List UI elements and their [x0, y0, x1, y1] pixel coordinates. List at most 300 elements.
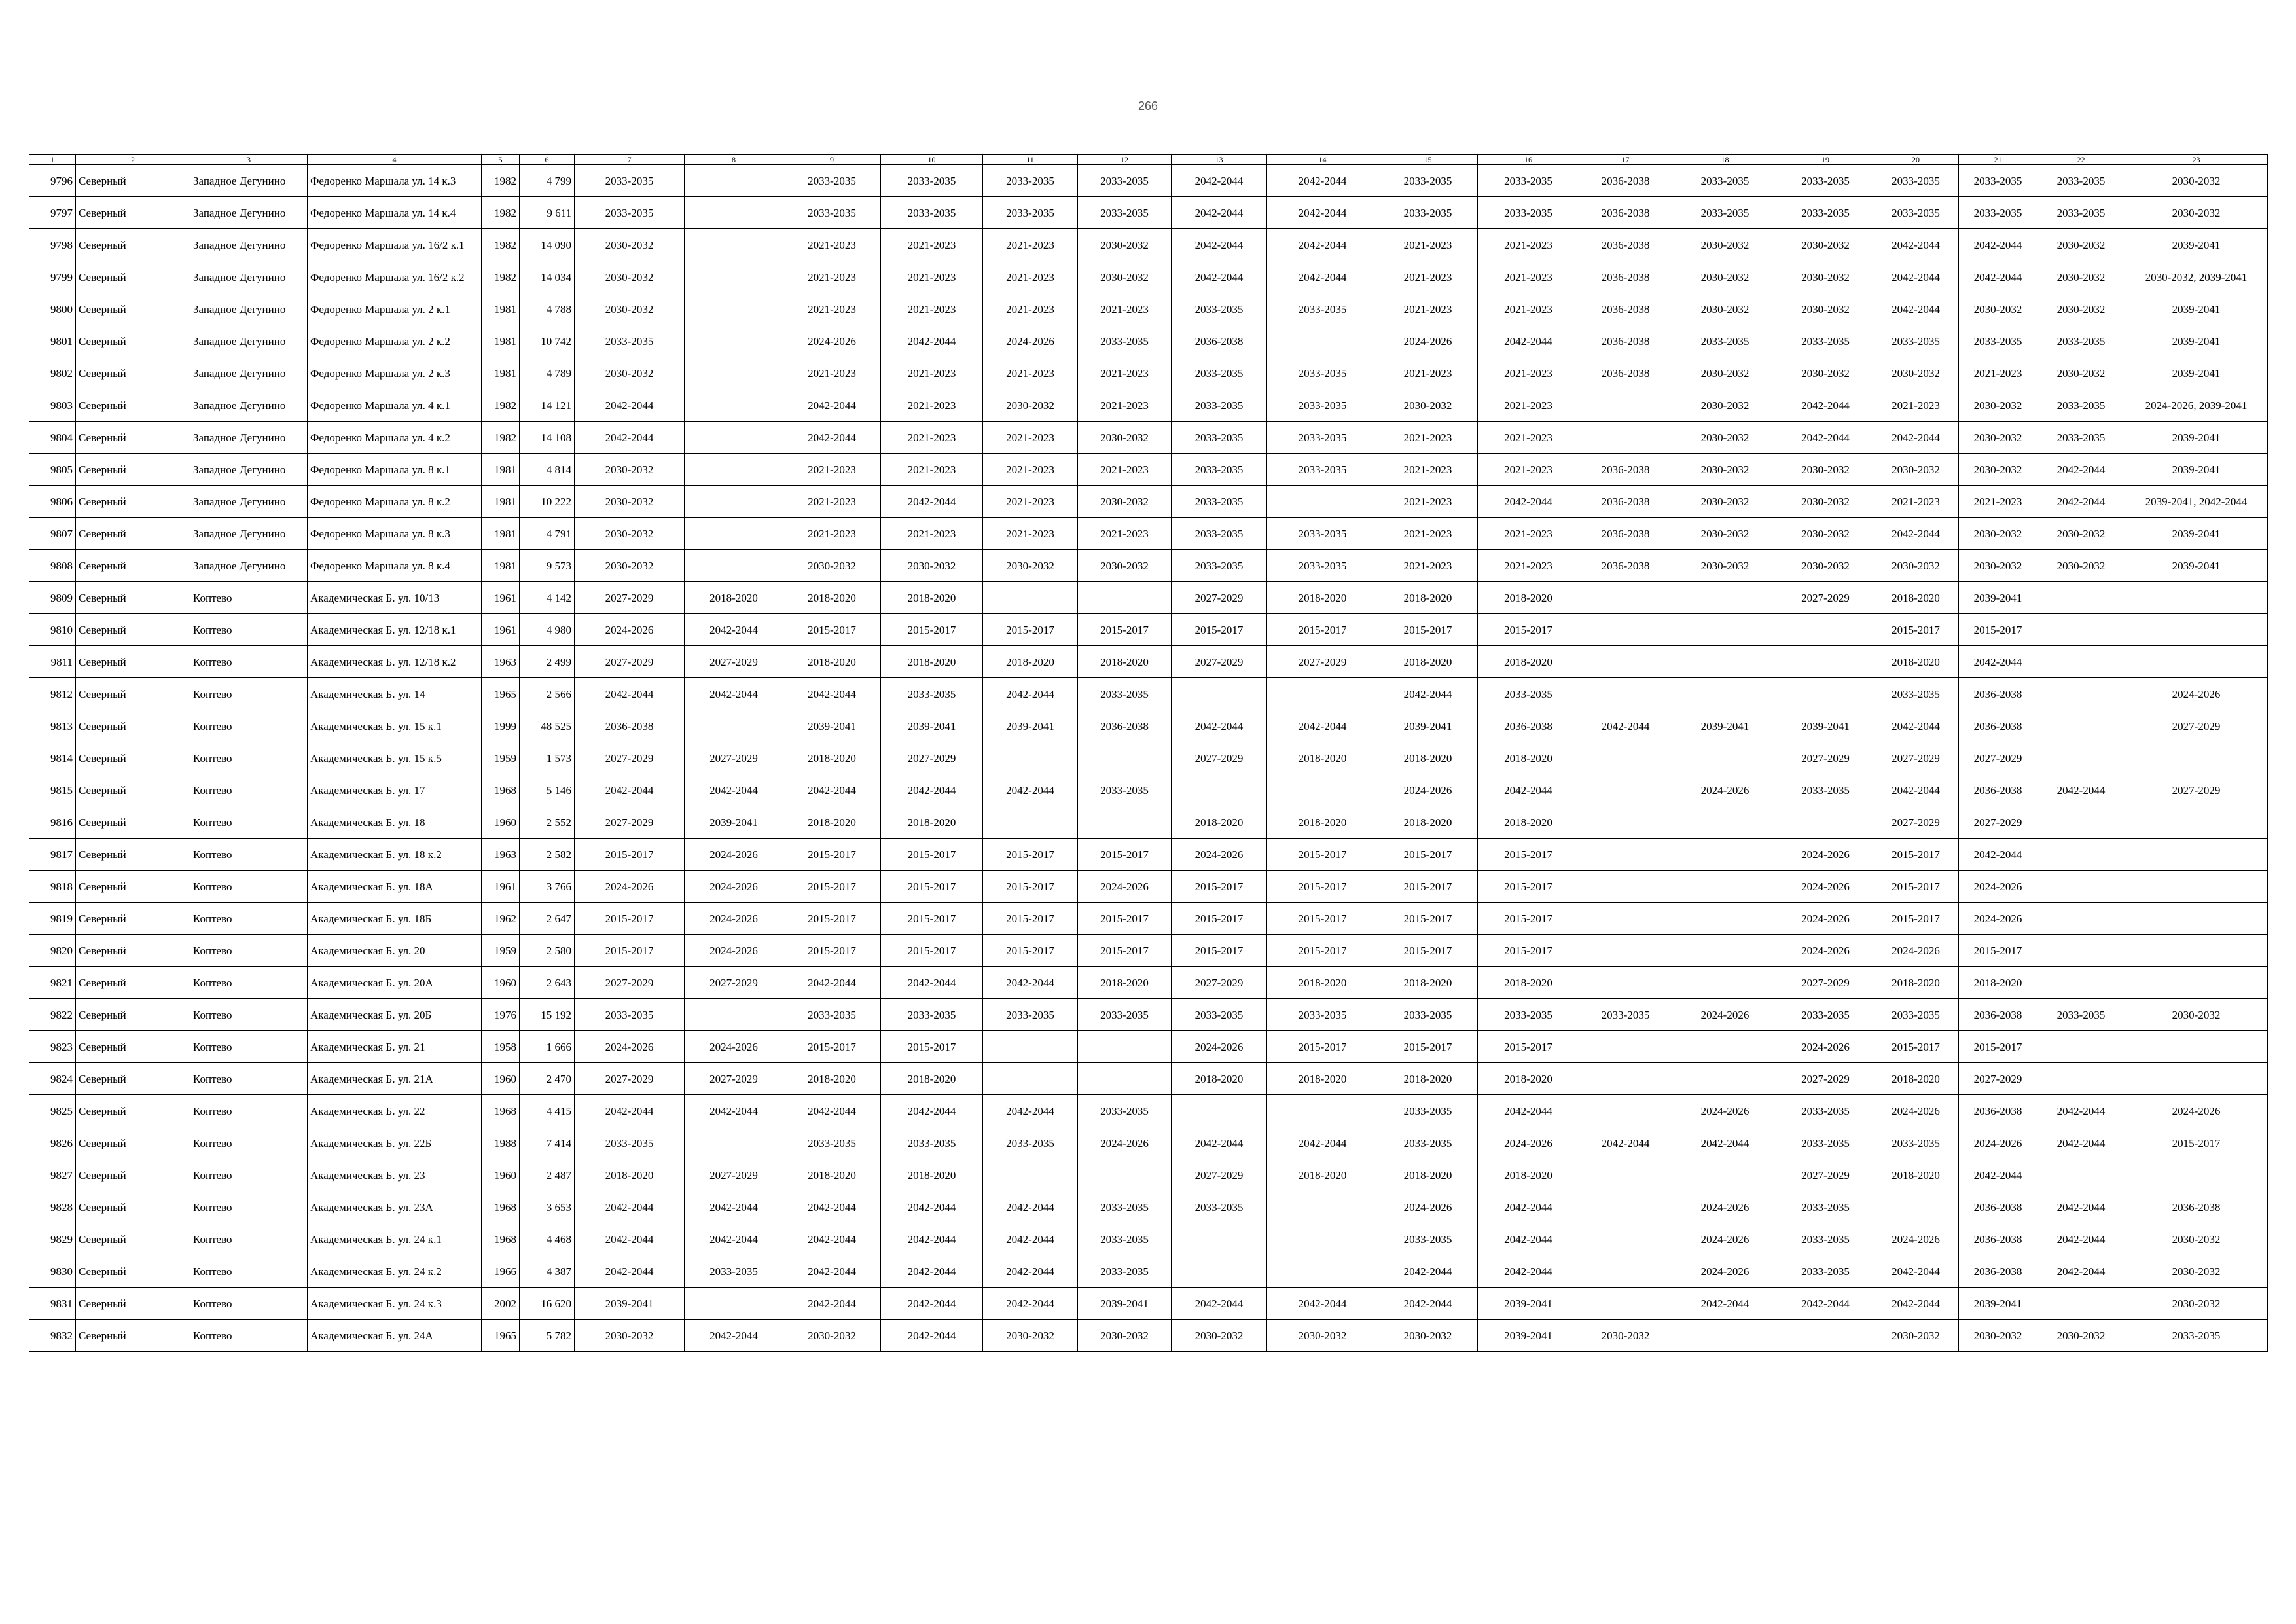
table-cell: 2033-2035	[1378, 197, 1478, 229]
table-cell: 1963	[482, 839, 520, 871]
table-cell: Коптево	[190, 871, 308, 903]
table-cell: 2036-2038	[1078, 710, 1172, 742]
table-cell: 2024-2026	[1778, 1031, 1873, 1063]
table-cell: Академическая Б. ул. 18	[308, 806, 482, 839]
table-cell	[2125, 967, 2268, 999]
table-cell: Академическая Б. ул. 24 к.2	[308, 1255, 482, 1288]
table-cell: 1988	[482, 1127, 520, 1159]
table-cell: 2030-2032	[983, 389, 1078, 422]
table-row	[29, 325, 2268, 357]
table-cell	[685, 293, 783, 325]
table-cell: 2018-2020	[1873, 967, 1959, 999]
table-cell	[983, 742, 1078, 774]
table-cell: 2033-2035	[1172, 389, 1267, 422]
table-cell	[685, 229, 783, 261]
table-cell: 2036-2038	[2125, 1191, 2268, 1223]
table-cell: 2024-2026	[1778, 871, 1873, 903]
table-cell: 2033-2035	[1267, 518, 1378, 550]
table-cell	[1778, 614, 1873, 646]
table-cell: 2021-2023	[1478, 261, 1579, 293]
table-cell: 2039-2041	[685, 806, 783, 839]
table-cell: 2033-2035	[1267, 293, 1378, 325]
table-cell: 2018-2020	[983, 646, 1078, 678]
table-row	[29, 1223, 2268, 1255]
table-cell: 2027-2029	[1778, 742, 1873, 774]
table-cell: 2015-2017	[1873, 614, 1959, 646]
table-cell	[983, 1031, 1078, 1063]
table-cell: 2042-2044	[1378, 1288, 1478, 1320]
table-cell: Академическая Б. ул. 18 к.2	[308, 839, 482, 871]
table-cell: 2030-2032	[575, 518, 685, 550]
table-row	[29, 1095, 2268, 1127]
table-cell: 2021-2023	[1378, 422, 1478, 454]
table-cell: 2030-2032	[1778, 518, 1873, 550]
table-cell	[2037, 1159, 2125, 1191]
table-cell: 2042-2044	[575, 774, 685, 806]
column-number: 5	[482, 155, 520, 165]
table-cell: Академическая Б. ул. 22	[308, 1095, 482, 1127]
table-cell: 2030-2032	[1078, 1320, 1172, 1352]
table-cell	[1672, 903, 1778, 935]
table-cell: 2039-2041	[2125, 325, 2268, 357]
table-cell: 2042-2044	[1267, 1288, 1378, 1320]
table-cell: 2042-2044	[2037, 486, 2125, 518]
table-cell: 2021-2023	[783, 357, 881, 389]
table-cell	[2037, 806, 2125, 839]
table-cell: 1981	[482, 518, 520, 550]
table-row	[29, 839, 2268, 871]
table-cell: 2036-2038	[1959, 1191, 2037, 1223]
table-cell: 2030-2032	[2125, 165, 2268, 197]
table-cell: 4 468	[520, 1223, 575, 1255]
table-cell: 2021-2023	[983, 518, 1078, 550]
table-cell: 2042-2044	[2037, 774, 2125, 806]
table-cell: 2033-2035	[575, 1127, 685, 1159]
table-cell: 2030-2032	[1778, 550, 1873, 582]
table-cell: 2018-2020	[1873, 1063, 1959, 1095]
table-cell: 5 782	[520, 1320, 575, 1352]
table-cell	[2037, 582, 2125, 614]
table-cell: 2033-2035	[1873, 197, 1959, 229]
table-cell: 4 814	[520, 454, 575, 486]
table-cell: 2018-2020	[881, 646, 983, 678]
table-cell: 2042-2044	[1778, 389, 1873, 422]
table-cell: 2033-2035	[2037, 422, 2125, 454]
table-row	[29, 229, 2268, 261]
table-cell: 2042-2044	[881, 967, 983, 999]
table-cell: 2042-2044	[881, 1320, 983, 1352]
table-cell: 9815	[29, 774, 76, 806]
table-cell: 2042-2044	[983, 774, 1078, 806]
table-cell: 2030-2032	[575, 261, 685, 293]
column-number: 11	[983, 155, 1078, 165]
table-cell: Федоренко Маршала ул. 4 к.2	[308, 422, 482, 454]
table-cell: 2042-2044	[1873, 774, 1959, 806]
table-cell: 1982	[482, 389, 520, 422]
table-cell: Федоренко Маршала ул. 8 к.2	[308, 486, 482, 518]
table-cell: 1960	[482, 967, 520, 999]
table-cell: 2027-2029	[685, 1159, 783, 1191]
table-cell	[2125, 935, 2268, 967]
table-cell: 9812	[29, 678, 76, 710]
table-cell: 1959	[482, 935, 520, 967]
table-cell: 9824	[29, 1063, 76, 1095]
table-cell: 2030-2032	[2037, 1320, 2125, 1352]
table-cell	[2125, 1031, 2268, 1063]
table-cell: 2030-2032	[2125, 999, 2268, 1031]
table-cell: 1968	[482, 1223, 520, 1255]
table-row	[29, 1159, 2268, 1191]
table-cell: 2018-2020	[1478, 806, 1579, 839]
table-cell	[2037, 967, 2125, 999]
table-cell: 2042-2044	[575, 389, 685, 422]
table-cell: 2018-2020	[1378, 742, 1478, 774]
table-cell: 2018-2020	[783, 742, 881, 774]
table-row	[29, 646, 2268, 678]
table-cell: 2027-2029	[2125, 774, 2268, 806]
table-cell: 2042-2044	[1172, 229, 1267, 261]
table-cell: Северный	[76, 389, 190, 422]
table-cell	[2125, 582, 2268, 614]
table-cell	[685, 261, 783, 293]
table-cell: 2024-2026	[2125, 1095, 2268, 1127]
table-cell: 2042-2044	[1478, 486, 1579, 518]
table-cell	[1672, 678, 1778, 710]
table-cell	[2037, 839, 2125, 871]
column-number: 1	[29, 155, 76, 165]
table-cell: 2033-2035	[1478, 999, 1579, 1031]
table-cell: 2042-2044	[783, 1255, 881, 1288]
table-cell: 2033-2035	[1378, 1223, 1478, 1255]
table-cell: 2027-2029	[575, 742, 685, 774]
table-cell: 2018-2020	[1267, 967, 1378, 999]
table-cell: 2015-2017	[783, 903, 881, 935]
table-cell: 2018-2020	[1267, 582, 1378, 614]
table-cell: 2021-2023	[1959, 357, 2037, 389]
table-cell: 7 414	[520, 1127, 575, 1159]
table-cell: 2033-2035	[1959, 325, 2037, 357]
table-row	[29, 582, 2268, 614]
table-cell	[2125, 1159, 2268, 1191]
table-cell: Западное Дегунино	[190, 357, 308, 389]
table-cell	[983, 582, 1078, 614]
table-cell: 9822	[29, 999, 76, 1031]
table-cell: 2018-2020	[575, 1159, 685, 1191]
table-cell: Северный	[76, 935, 190, 967]
table-row	[29, 1255, 2268, 1288]
table-cell: 2018-2020	[881, 1063, 983, 1095]
table-cell: 2024-2026	[1778, 839, 1873, 871]
table-cell: 2024-2026	[1778, 903, 1873, 935]
table-cell: 2027-2029	[1267, 646, 1378, 678]
table-cell: 2018-2020	[1378, 646, 1478, 678]
table-cell: 2033-2035	[1378, 1095, 1478, 1127]
table-cell: Федоренко Маршала ул. 16/2 к.2	[308, 261, 482, 293]
table-cell: 9831	[29, 1288, 76, 1320]
table-cell: 1961	[482, 614, 520, 646]
table-cell: 4 387	[520, 1255, 575, 1288]
table-cell: 2039-2041	[1778, 710, 1873, 742]
table-cell: 2036-2038	[1959, 710, 2037, 742]
table-cell: 2039-2041	[983, 710, 1078, 742]
table-cell: 1981	[482, 325, 520, 357]
table-cell: Коптево	[190, 710, 308, 742]
table-cell: 2033-2035	[1378, 1127, 1478, 1159]
table-cell: 2042-2044	[783, 678, 881, 710]
table-cell: 2039-2041	[1478, 1288, 1579, 1320]
table-row	[29, 1191, 2268, 1223]
table-cell: Северный	[76, 261, 190, 293]
table-cell: Федоренко Маршала ул. 8 к.1	[308, 454, 482, 486]
table-cell: 2027-2029	[575, 582, 685, 614]
table-cell: 9798	[29, 229, 76, 261]
table-cell: 2036-2038	[1172, 325, 1267, 357]
table-cell: 2024-2026	[575, 614, 685, 646]
table-cell: Коптево	[190, 1223, 308, 1255]
table-cell: 2033-2035	[1078, 165, 1172, 197]
table-cell: 48 525	[520, 710, 575, 742]
table-cell: 2036-2038	[1579, 229, 1672, 261]
table-cell	[1267, 1255, 1378, 1288]
table-cell	[1267, 1095, 1378, 1127]
table-cell	[685, 422, 783, 454]
table-cell: 2027-2029	[1873, 742, 1959, 774]
table-cell	[685, 197, 783, 229]
table-cell: Коптево	[190, 1288, 308, 1320]
table-cell: 2030-2032	[1778, 486, 1873, 518]
table-cell: 2033-2035	[2037, 999, 2125, 1031]
table-cell: Северный	[76, 839, 190, 871]
table-cell: 1960	[482, 806, 520, 839]
table-cell: 2015-2017	[881, 903, 983, 935]
table-cell: 2042-2044	[1172, 165, 1267, 197]
table-cell: 2018-2020	[1478, 967, 1579, 999]
table-cell: Академическая Б. ул. 20А	[308, 967, 482, 999]
table-cell: Северный	[76, 1288, 190, 1320]
table-cell: 2030-2032	[1959, 550, 2037, 582]
table-cell	[2037, 1063, 2125, 1095]
table-cell: 2042-2044	[1267, 261, 1378, 293]
table-cell: 2015-2017	[1378, 903, 1478, 935]
table-cell: 2033-2035	[1378, 165, 1478, 197]
table-cell	[685, 389, 783, 422]
table-cell: 2033-2035	[2037, 197, 2125, 229]
table-cell: 2015-2017	[983, 839, 1078, 871]
table-cell: 2042-2044	[575, 1191, 685, 1223]
table-row	[29, 422, 2268, 454]
table-cell: 2021-2023	[881, 454, 983, 486]
table-cell: 2030-2032	[1078, 261, 1172, 293]
table-cell: 2027-2029	[1778, 582, 1873, 614]
table-cell: Западное Дегунино	[190, 454, 308, 486]
table-cell: Коптево	[190, 903, 308, 935]
table-cell	[1172, 1223, 1267, 1255]
table-cell: 2036-2038	[1579, 486, 1672, 518]
table-cell: Коптево	[190, 1127, 308, 1159]
table-cell: 9806	[29, 486, 76, 518]
table-cell: 2042-2044	[783, 1288, 881, 1320]
table-cell	[685, 486, 783, 518]
table-cell: 2021-2023	[783, 486, 881, 518]
table-cell: 2042-2044	[685, 1095, 783, 1127]
table-cell: 2027-2029	[685, 742, 783, 774]
table-cell: 2021-2023	[1078, 518, 1172, 550]
table-cell: Федоренко Маршала ул. 8 к.4	[308, 550, 482, 582]
table-cell: 2030-2032	[575, 357, 685, 389]
table-cell: 2033-2035	[575, 999, 685, 1031]
table-cell: 2042-2044	[1873, 422, 1959, 454]
table-cell: 2033-2035	[983, 999, 1078, 1031]
table-cell: 1982	[482, 422, 520, 454]
table-cell: 2042-2044	[1672, 1288, 1778, 1320]
table-cell: 2018-2020	[783, 582, 881, 614]
table-cell: 2021-2023	[881, 422, 983, 454]
table-cell	[1267, 1191, 1378, 1223]
table-cell: 2030-2032	[2125, 1255, 2268, 1288]
table-cell: 2039-2041	[2125, 357, 2268, 389]
table-cell	[685, 1288, 783, 1320]
table-cell	[1672, 1063, 1778, 1095]
table-cell: 2042-2044	[1959, 646, 2037, 678]
table-cell: 2033-2035	[2037, 325, 2125, 357]
table-cell: 2024-2026	[575, 1031, 685, 1063]
table-cell: 2033-2035	[685, 1255, 783, 1288]
table-cell: 2027-2029	[1959, 806, 2037, 839]
table-cell: 10 742	[520, 325, 575, 357]
table-cell	[1172, 1095, 1267, 1127]
table-cell: 2021-2023	[1378, 486, 1478, 518]
table-cell: 2042-2044	[685, 1320, 783, 1352]
table-cell: 1966	[482, 1255, 520, 1288]
table-cell	[1078, 1159, 1172, 1191]
table-cell	[685, 325, 783, 357]
table-cell: 2036-2038	[1579, 197, 1672, 229]
table-cell: 1958	[482, 1031, 520, 1063]
table-cell: 9832	[29, 1320, 76, 1352]
table-cell: Академическая Б. ул. 21	[308, 1031, 482, 1063]
table-row	[29, 1063, 2268, 1095]
table-cell: Северный	[76, 550, 190, 582]
table-cell: 2042-2044	[685, 1223, 783, 1255]
table-cell: 2042-2044	[575, 678, 685, 710]
table-cell: 2030-2032	[1672, 550, 1778, 582]
column-number: 4	[308, 155, 482, 165]
table-cell	[1579, 582, 1672, 614]
table-cell: 2015-2017	[1959, 1031, 2037, 1063]
table-cell: 2027-2029	[1172, 1159, 1267, 1191]
table-cell: 2030-2032	[1672, 389, 1778, 422]
table-cell: 2042-2044	[1873, 229, 1959, 261]
table-cell: 2021-2023	[1478, 422, 1579, 454]
table-cell: 2042-2044	[1267, 197, 1378, 229]
table-cell: Северный	[76, 1223, 190, 1255]
table-cell: 2042-2044	[685, 774, 783, 806]
table-cell: 9800	[29, 293, 76, 325]
table-cell: 2021-2023	[881, 293, 983, 325]
table-cell: 2042-2044	[1959, 839, 2037, 871]
column-number: 19	[1778, 155, 1873, 165]
table-cell	[2125, 614, 2268, 646]
table-cell: Академическая Б. ул. 22Б	[308, 1127, 482, 1159]
table-row	[29, 486, 2268, 518]
table-cell: 2018-2020	[1478, 582, 1579, 614]
table-cell: 1962	[482, 903, 520, 935]
table-cell: 2 499	[520, 646, 575, 678]
table-cell: 2042-2044	[881, 325, 983, 357]
table-cell: 2042-2044	[1873, 1255, 1959, 1288]
table-cell: 2015-2017	[1078, 903, 1172, 935]
table-cell: 2042-2044	[685, 678, 783, 710]
table-cell: 2042-2044	[983, 967, 1078, 999]
table-cell: 2039-2041	[1078, 1288, 1172, 1320]
column-number: 22	[2037, 155, 2125, 165]
table-cell: 2021-2023	[783, 261, 881, 293]
table-cell: 2021-2023	[1078, 293, 1172, 325]
table-cell: 2042-2044	[1172, 1127, 1267, 1159]
table-cell: 2018-2020	[1478, 742, 1579, 774]
table-cell: 2033-2035	[1478, 678, 1579, 710]
table-cell: 2021-2023	[1378, 454, 1478, 486]
table-cell: Северный	[76, 967, 190, 999]
table-cell: 2018-2020	[1959, 967, 2037, 999]
table-row	[29, 774, 2268, 806]
table-row	[29, 293, 2268, 325]
table-cell: 2042-2044	[881, 1095, 983, 1127]
table-cell: 9802	[29, 357, 76, 389]
table-cell: 2024-2026	[983, 325, 1078, 357]
table-cell	[1267, 325, 1378, 357]
table-cell: 2030-2032	[2037, 229, 2125, 261]
table-cell: 2030-2032	[2037, 261, 2125, 293]
table-cell: 2021-2023	[783, 454, 881, 486]
table-cell: 2024-2026	[1172, 1031, 1267, 1063]
table-cell: 2042-2044	[1959, 1159, 2037, 1191]
table-cell: Коптево	[190, 967, 308, 999]
table-cell: 2039-2041	[783, 710, 881, 742]
table-cell: 2021-2023	[1478, 550, 1579, 582]
table-cell: 2015-2017	[1378, 935, 1478, 967]
table-cell	[1672, 839, 1778, 871]
table-cell: 9803	[29, 389, 76, 422]
table-cell	[2125, 839, 2268, 871]
table-cell: 2030-2032	[2037, 293, 2125, 325]
table-cell: Федоренко Маршала ул. 2 к.1	[308, 293, 482, 325]
table-cell: 2024-2026	[1672, 1095, 1778, 1127]
table-cell: 2024-2026	[685, 935, 783, 967]
table-cell: 2015-2017	[1267, 935, 1378, 967]
table-cell: 2015-2017	[1078, 614, 1172, 646]
table-cell: 2015-2017	[1172, 935, 1267, 967]
table-cell: 2027-2029	[1873, 806, 1959, 839]
table-cell: 2033-2035	[1778, 999, 1873, 1031]
table-row	[29, 967, 2268, 999]
table-cell: 2033-2035	[2037, 389, 2125, 422]
table-cell: 15 192	[520, 999, 575, 1031]
table-cell: 2033-2035	[1778, 197, 1873, 229]
table-cell: 14 108	[520, 422, 575, 454]
column-number: 10	[881, 155, 983, 165]
table-cell: 2015-2017	[1378, 614, 1478, 646]
table-cell: Федоренко Маршала ул. 2 к.2	[308, 325, 482, 357]
table-cell: 2024-2026	[783, 325, 881, 357]
table-cell: 2042-2044	[575, 422, 685, 454]
table-cell	[2125, 903, 2268, 935]
table-cell: 2024-2026	[685, 903, 783, 935]
table-cell: 2030-2032	[1672, 454, 1778, 486]
table-cell: 2018-2020	[1078, 646, 1172, 678]
table-cell: 2021-2023	[983, 357, 1078, 389]
table-cell: 2018-2020	[783, 1159, 881, 1191]
